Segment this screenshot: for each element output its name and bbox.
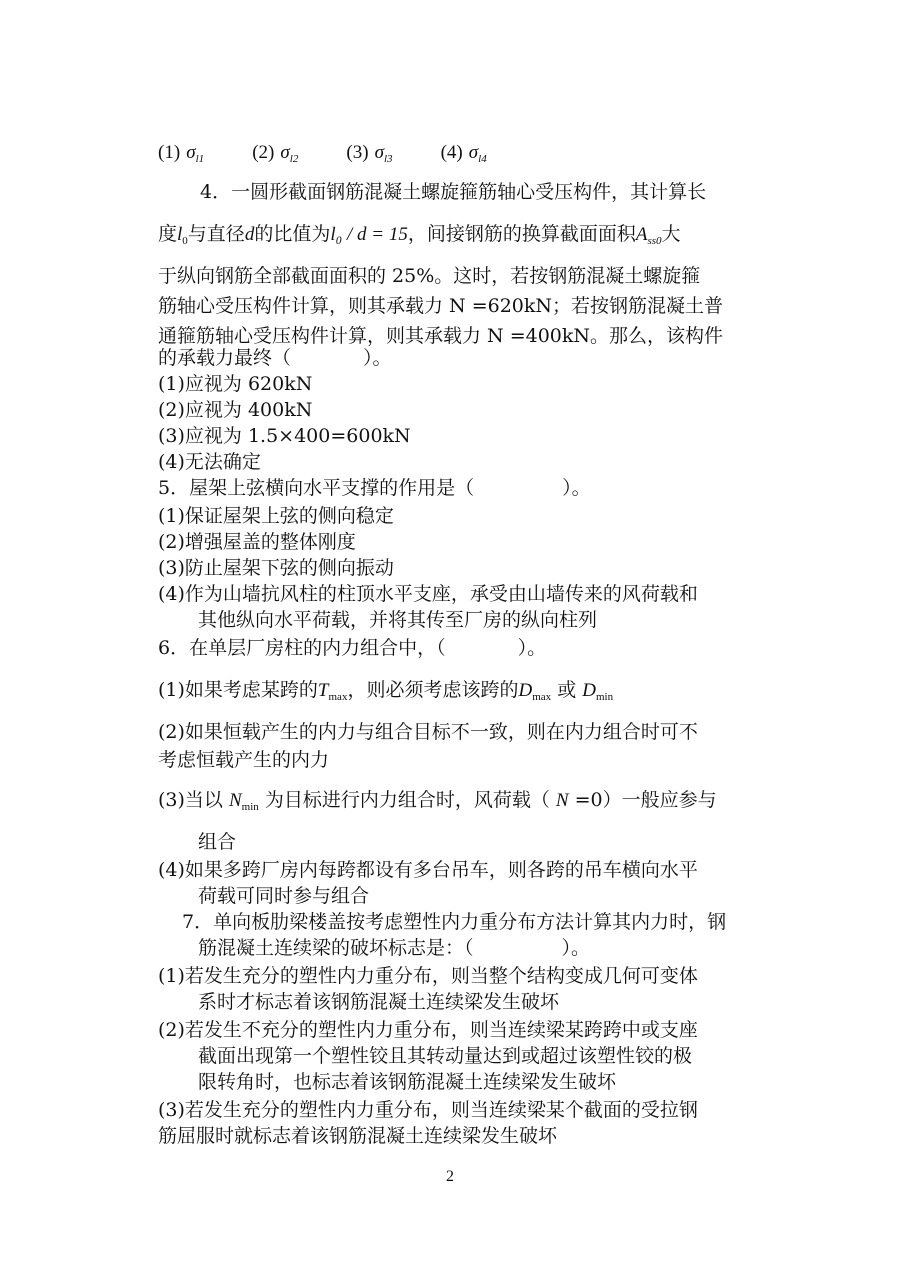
q7-option-2-line1: (2)若发生不充分的塑性内力重分布，则当连续梁某跨跨中或支座 bbox=[158, 1019, 698, 1041]
q4-stem-line1: 4．一圆形截面钢筋混凝土螺旋箍筋轴心受压构件，其计算长 bbox=[200, 181, 707, 203]
q7-option-3-line2: 筋屈服时就标志着该钢筋混凝土连续梁发生破坏 bbox=[158, 1125, 558, 1147]
q7-option-1-line2: 系时才标志着该钢筋混凝土连续梁发生破坏 bbox=[198, 991, 560, 1013]
q6-stem: 6．在单层厂房柱的内力组合中，（ ）。 bbox=[158, 637, 547, 659]
q6-option-3-cont: 组合 bbox=[198, 831, 237, 853]
q3-option-4: (4) $\sigma_{l4}$ bbox=[440, 142, 487, 165]
q6-option-3: (3)当以 $N_{min}$ 为目标进行内力组合时，风荷载（ N =0）一般应参与 bbox=[158, 789, 717, 813]
q4-stem-line6: 的承载力最终（ ）。 bbox=[158, 347, 392, 369]
q7-option-2-line2: 截面出现第一个塑性铰且其转动量达到或超过该塑性铰的极 bbox=[198, 1045, 693, 1067]
q3-option-1: (1) $\sigma_{l1}$ bbox=[158, 142, 205, 165]
q4-stem-line3: 于纵向钢筋全部截面面积的 25%。这时，若按钢筋混凝土螺旋箍 bbox=[158, 265, 701, 287]
q4-stem-line5: 通箍筋轴心受压构件计算，则其承载力 N =400kN。那么，该构件 bbox=[158, 325, 724, 347]
q4-stem-line2: 度$l_0$与直径d的比值为l₀ / d = 15，间接钢筋的换算截面面积$A_{ss0}$大 bbox=[158, 223, 681, 247]
q7-stem-line1: 7．单向板肋梁楼盖按考虑塑性内力重分布方法计算其内力时，钢 bbox=[182, 911, 727, 933]
q7-option-3-line1: (3)若发生充分的塑性内力重分布，则当连续梁某个截面的受拉钢 bbox=[158, 1099, 698, 1121]
q5-option-3: (3)防止屋架下弦的侧向振动 bbox=[158, 557, 394, 579]
q3-option-3: (3) $\sigma_{l3}$ bbox=[346, 142, 393, 165]
q4-stem-line4: 筋轴心受压构件计算，则其承载力 N =620kN；若按钢筋混凝土普 bbox=[158, 295, 724, 317]
q7-option-2-line3: 限转角时，也标志着该钢筋混凝土连续梁发生破坏 bbox=[198, 1071, 617, 1093]
q4-option-3: (3)应视为 1.5×400=600kN bbox=[158, 425, 411, 447]
q6-option-2-line1: (2)如果恒载产生的内力与组合目标不一致，则在内力组合时可不 bbox=[158, 721, 698, 743]
q4-ratio-equation: l₀ / d = 15 bbox=[330, 224, 408, 245]
q4-option-2: (2)应视为 400kN bbox=[158, 399, 313, 421]
q5-stem: 5．屋架上弦横向水平支撑的作用是（ ）。 bbox=[158, 477, 591, 499]
q6-option-4-line2: 荷载可同时参与组合 bbox=[198, 885, 370, 907]
q5-option-4: (4)作为山墙抗风柱的柱顶水平支座，承受由山墙传来的风荷载和 bbox=[158, 583, 698, 605]
q6-option-2-line2: 考虑恒载产生的内力 bbox=[158, 749, 330, 771]
q5-option-1: (1)保证屋架上弦的侧向稳定 bbox=[158, 505, 394, 527]
q7-option-1-line1: (1)若发生充分的塑性内力重分布，则当整个结构变成几何可变体 bbox=[158, 965, 698, 987]
q5-option-2: (2)增强屋盖的整体刚度 bbox=[158, 531, 356, 553]
q3-option-2: (2) $\sigma_{l2}$ bbox=[252, 142, 299, 165]
q5-option-4-cont: 其他纵向水平荷载，并将其传至厂房的纵向柱列 bbox=[198, 609, 598, 631]
q3-options bbox=[158, 138, 529, 173]
q4-option-1: (1)应视为 620kN bbox=[158, 373, 313, 395]
q7-stem-line2: 筋混凝土连续梁的破坏标志是：（ ）。 bbox=[198, 937, 591, 959]
q6-option-4-line1: (4)如果多跨厂房内每跨都设有多台吊车，则各跨的吊车横向水平 bbox=[158, 859, 698, 881]
page-number: 2 bbox=[446, 1168, 454, 1185]
q6-option-1: (1)如果考虑某跨的$T_{max}$，则必须考虑该跨的$D_{max}$ 或 $D_{min}$ bbox=[158, 679, 614, 703]
q4-option-4: (4)无法确定 bbox=[158, 451, 261, 473]
